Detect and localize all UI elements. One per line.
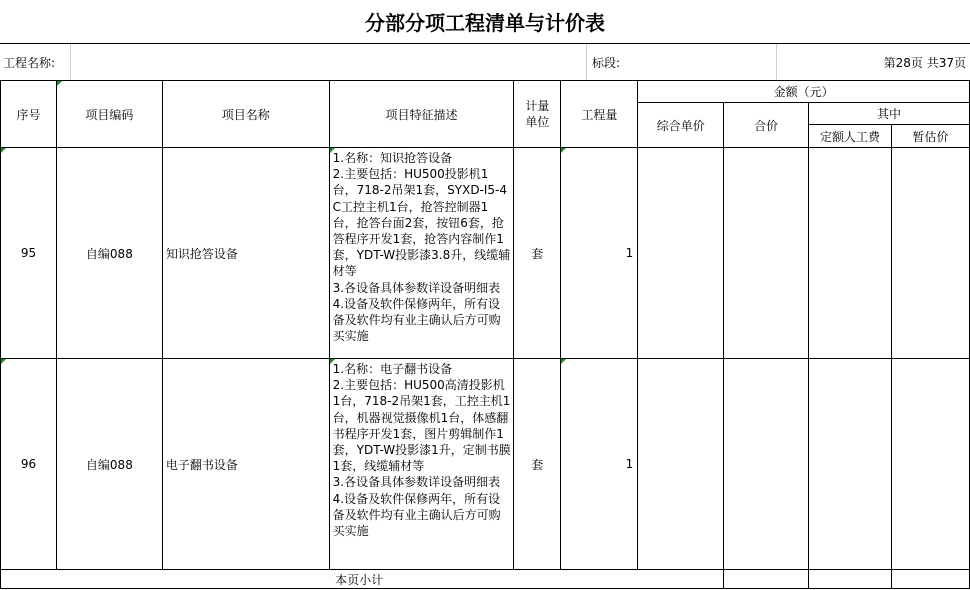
row-provisional xyxy=(892,148,970,359)
row-name: 电子翻书设备 xyxy=(162,359,329,570)
row-total xyxy=(724,359,809,570)
row-seq: 95 xyxy=(1,148,57,359)
section-label: 标段: xyxy=(592,55,621,70)
header-seq: 序号 xyxy=(1,81,57,148)
info-divider xyxy=(776,44,778,80)
row-provisional xyxy=(892,359,970,570)
row-unit: 套 xyxy=(514,148,561,359)
header-qty: 工程量 xyxy=(561,81,638,148)
project-name-label: 工程名称: xyxy=(3,55,56,70)
header-code: 项目编码 xyxy=(56,81,162,148)
subtotal-row xyxy=(1,570,970,589)
header-total: 合价 xyxy=(724,103,809,148)
row-unit: 套 xyxy=(514,359,561,570)
row-unit-price xyxy=(638,148,724,359)
header-provisional: 暂估价 xyxy=(892,125,970,148)
page-info: 第28页 共37页 xyxy=(883,55,966,70)
pricing-table xyxy=(0,80,970,589)
row-desc: 1.名称：电子翻书设备 2.主要包括：HU500高清投影机1台，718-2吊架1套，工控主机1台，机器视觉摄像机1台，体感翻书程序开发1套，图片剪辑制作1套，YDT-W投影漆1升，定制书膜1套，线缆辅材等 3.各设备具体参数详设备明细表 4.设备及软件保修两年，所有设备及软件均有业主确认后方可购买实施 xyxy=(329,359,514,570)
row-seq: 96 xyxy=(1,359,57,570)
info-divider xyxy=(70,44,72,80)
row-code: 自编088 xyxy=(56,359,162,570)
table-row xyxy=(1,148,970,359)
row-qty: 1 xyxy=(561,359,638,570)
header-amount: 金额（元） xyxy=(638,81,970,103)
subtotal-total xyxy=(724,570,809,589)
header-desc: 项目特征描述 xyxy=(329,81,514,148)
row-name: 知识抢答设备 xyxy=(162,148,329,359)
header-name: 项目名称 xyxy=(162,81,329,148)
header-of-which: 其中 xyxy=(809,103,970,125)
row-desc: 1.名称：知识抢答设备 2.主要包括：HU500投影机1台，718-2吊架1套，SYXD-I5-4C工控主机1台，抢答控制器1台，抢答台面2套，按钮6套，抢答程序开发1套，抢答内容制作1套，YDT-W投影漆3.8升，线缆辅材等 3.各设备具体参数详设备明细表 4.设备及软件保修两年，所有设备及软件均有业主确认后方可购买实施 xyxy=(329,148,514,359)
row-total xyxy=(724,148,809,359)
header-unit-price: 综合单价 xyxy=(638,103,724,148)
header-unit: 计量 单位 xyxy=(514,81,561,148)
row-code: 自编088 xyxy=(56,148,162,359)
header-row xyxy=(1,81,970,103)
row-labor xyxy=(809,148,892,359)
row-unit-price xyxy=(638,359,724,570)
page-title: 分部分项工程清单与计价表 xyxy=(0,0,970,44)
subtotal-provisional xyxy=(892,570,970,589)
subtotal-label: 本页小计 xyxy=(335,572,384,587)
subtotal-labor xyxy=(809,570,892,589)
row-labor xyxy=(809,359,892,570)
header-labor: 定额人工费 xyxy=(809,125,892,148)
info-divider xyxy=(586,44,588,80)
table-row xyxy=(1,359,970,570)
row-qty: 1 xyxy=(561,148,638,359)
